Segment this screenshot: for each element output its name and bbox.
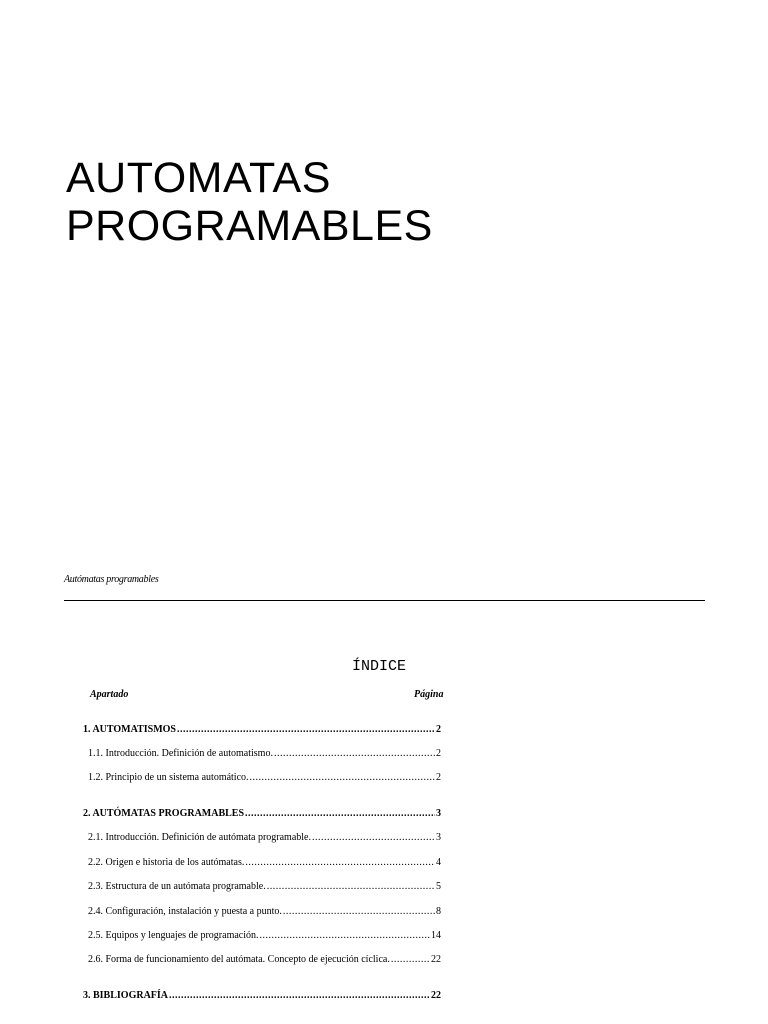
- toc-leader-dots: [267, 881, 435, 892]
- toc-entry[interactable]: [88, 772, 441, 786]
- toc-entry[interactable]: [88, 832, 441, 846]
- toc-entry[interactable]: [88, 857, 441, 871]
- toc-leader-dots: [283, 906, 435, 917]
- toc-entry-label: 2.1. Introducción. Definición de autómata programable.: [88, 832, 311, 843]
- toc-entry-label: 2.6. Forma de funcionamiento del autómata. Concepto de ejecución cíclica.: [88, 954, 390, 965]
- running-header: Autómatas programables: [64, 574, 159, 585]
- toc-leader-dots: [312, 832, 435, 843]
- document-title: [66, 154, 433, 250]
- toc-entry[interactable]: [88, 930, 441, 944]
- toc-entry[interactable]: [88, 906, 441, 920]
- header-rule: [64, 600, 705, 601]
- toc-entry-page: 5: [436, 881, 441, 892]
- toc-leader-dots: [274, 748, 435, 759]
- toc-leader-dots: [260, 930, 430, 941]
- toc-entry-label: 2.3. Estructura de un autómata programable.: [88, 881, 266, 892]
- toc-entry-page: 2: [436, 772, 441, 783]
- toc-leader-dots: [250, 772, 435, 783]
- toc-entry-label: 2.2. Origen e historia de los autómatas.: [88, 857, 245, 868]
- toc-entry-label: 1.1. Introducción. Definición de automatismo.: [88, 748, 273, 759]
- toc-entry-page: 2: [436, 748, 441, 759]
- column-header-section: Apartado: [90, 689, 129, 700]
- toc-entry-page: 22: [431, 954, 441, 965]
- toc-leader-dots: [169, 990, 430, 1001]
- toc-entry-label: 1.2. Principio de un sistema automático.: [88, 772, 249, 783]
- toc-leader-dots: [245, 808, 435, 819]
- toc-entry-page: 22: [431, 990, 441, 1001]
- toc-entry[interactable]: [88, 954, 441, 968]
- toc-entry[interactable]: [83, 808, 441, 822]
- column-header-page: Página: [414, 689, 444, 700]
- toc-entry-page: 14: [431, 930, 441, 941]
- toc-entry-page: 3: [436, 832, 441, 843]
- title-line-2: PROGRAMABLES: [66, 202, 433, 250]
- title-line-1: AUTOMATAS: [66, 154, 331, 202]
- toc-leader-dots: [245, 857, 435, 868]
- index-heading: ÍNDICE: [352, 658, 407, 675]
- toc-entry[interactable]: [83, 724, 441, 738]
- toc-entry-page: 2: [436, 724, 441, 735]
- toc-entry-page: 8: [436, 906, 441, 917]
- toc-entry[interactable]: [83, 990, 441, 1004]
- toc-entry-label: 1. AUTOMATISMOS: [83, 724, 176, 735]
- toc-entry-page: 3: [436, 808, 441, 819]
- toc-entry-label: 2. AUTÓMATAS PROGRAMABLES: [83, 808, 245, 819]
- toc-leader-dots: [177, 724, 435, 735]
- toc-entry-label: 3. BIBLIOGRAFÍA: [83, 990, 169, 1001]
- toc-entry[interactable]: [88, 748, 441, 762]
- toc-entry-page: 4: [436, 857, 441, 868]
- toc-leader-dots: [391, 954, 430, 965]
- toc-entry-label: 2.4. Configuración, instalación y puesta a punto.: [88, 906, 282, 917]
- toc-entry-label: 2.5. Equipos y lenguajes de programación.: [88, 930, 259, 941]
- toc-entry[interactable]: [88, 881, 441, 895]
